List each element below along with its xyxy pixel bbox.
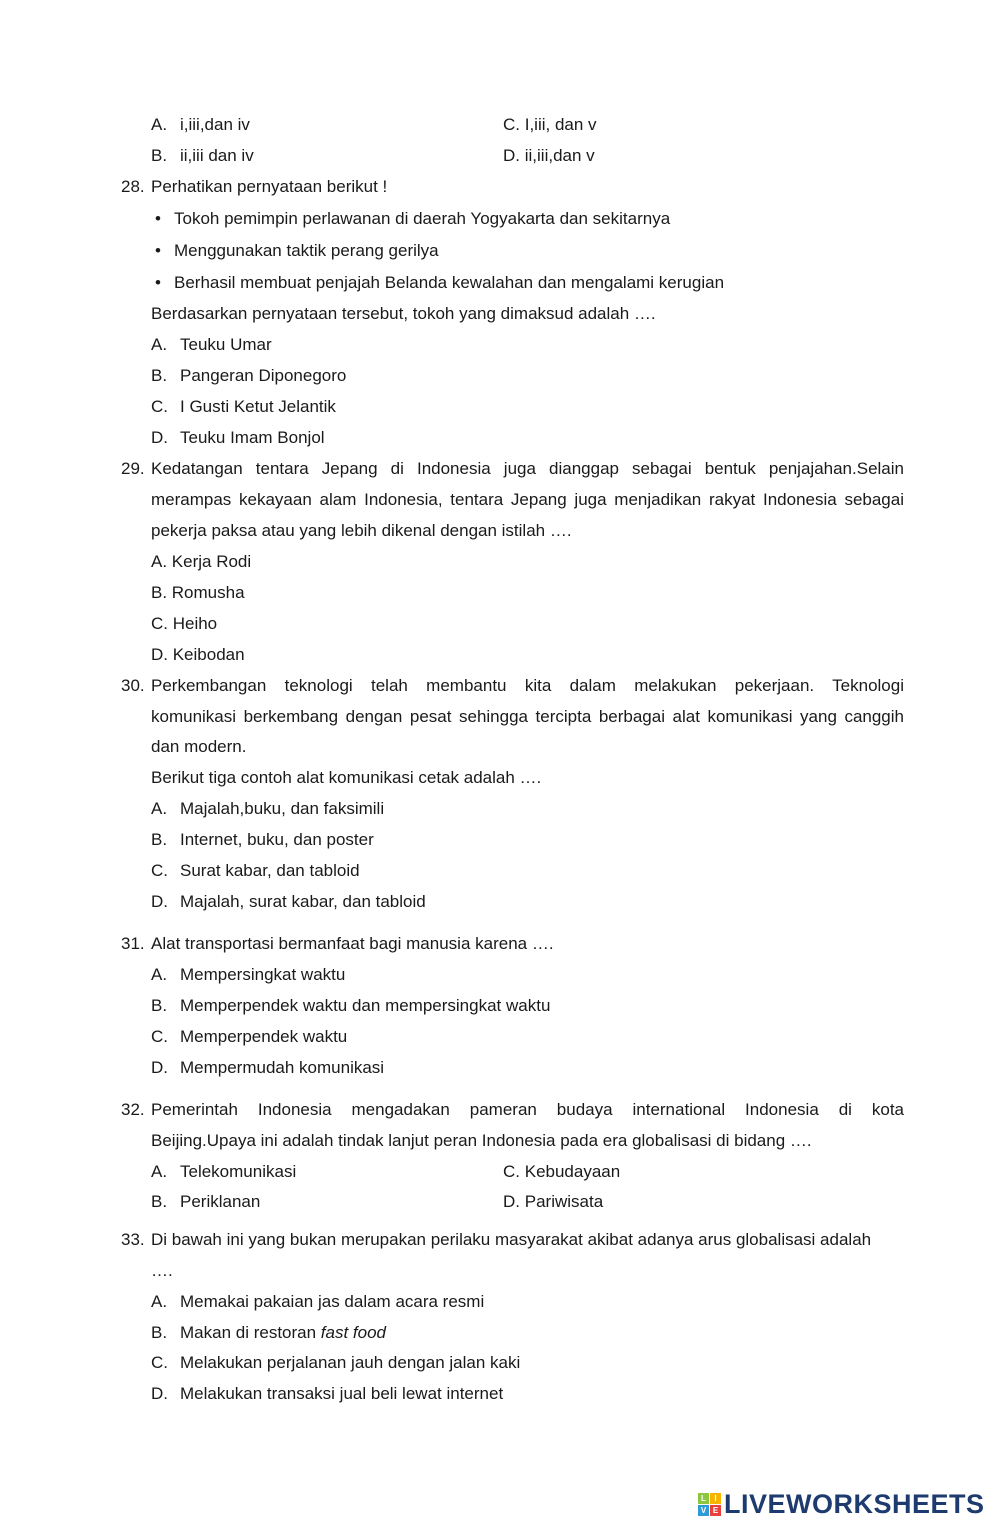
q32-number: 32.: [121, 1100, 145, 1119]
option-letter: B.: [151, 1192, 168, 1211]
option-letter: D.: [503, 146, 525, 165]
q30-option-b[interactable]: [151, 829, 374, 851]
q28-stem: Perhatikan pernyataan berikut !: [151, 177, 388, 196]
option-letter: C.: [151, 861, 168, 880]
option-letter: C.: [503, 115, 525, 134]
q28-number: 28.: [121, 177, 145, 196]
option-letter: D.: [151, 428, 168, 447]
q33-option-c[interactable]: [151, 1352, 520, 1374]
q28-prompt: Berdasarkan pernyataan tersebut, tokoh yang dimaksud adalah ….: [151, 304, 656, 323]
option-letter: D.: [503, 1192, 525, 1211]
q31-option-b[interactable]: [151, 995, 550, 1017]
option-text-italic: fast food: [320, 1323, 387, 1342]
option-letter: D.: [151, 1384, 168, 1403]
option-text: ii,iii dan iv: [180, 146, 254, 165]
bullet-icon: •: [155, 209, 161, 228]
option-text: Melakukan transaksi jual beli lewat internet: [180, 1384, 504, 1403]
q28-option-d[interactable]: [151, 427, 325, 449]
q29-option-c[interactable]: C. Heiho: [151, 614, 218, 633]
q30-stem-line: Perkembangan teknologi telah membantu kita dalam melakukan pekerjaan. Teknologi: [151, 676, 904, 695]
option-letter: B.: [151, 146, 168, 165]
q33-stem-line: Di bawah ini yang bukan merupakan perilaku masyarakat akibat adanya arus globalisasi adalah: [151, 1230, 872, 1249]
q28-bullet: Tokoh pemimpin perlawanan di daerah Yogyakarta dan sekitarnya: [174, 209, 671, 228]
option-text: Mempersingkat waktu: [180, 965, 346, 984]
q29-number: 29.: [121, 459, 145, 478]
option-text: I,iii, dan v: [524, 115, 597, 134]
q28-option-a[interactable]: [151, 334, 272, 356]
q33-option-d[interactable]: [151, 1383, 503, 1405]
option-text: Teuku Umar: [180, 335, 272, 354]
q27-option-d[interactable]: [503, 145, 595, 167]
option-text: Makan di restoran: [180, 1323, 321, 1342]
q29-option-d[interactable]: D. Keibodan: [151, 645, 245, 664]
option-text: Periklanan: [180, 1192, 261, 1211]
option-text: Majalah, surat kabar, dan tabloid: [180, 892, 426, 911]
logo-text: LIVEWORKSHEETS: [724, 1489, 985, 1519]
option-letter: A.: [151, 115, 168, 134]
q29-stem-line: Kedatangan tentara Jepang di Indonesia juga dianggap sebagai bentuk penjajahan.Selain: [151, 459, 904, 478]
q31-option-c[interactable]: [151, 1026, 347, 1048]
bullet-icon: •: [155, 273, 161, 292]
option-text: Memperpendek waktu: [180, 1027, 348, 1046]
option-letter: A.: [151, 1162, 168, 1181]
option-text: Majalah,buku, dan faksimili: [180, 799, 385, 818]
option-text: Mempermudah komunikasi: [180, 1058, 385, 1077]
bullet-icon: •: [155, 241, 161, 260]
option-letter: B.: [151, 366, 168, 385]
q29-option-a[interactable]: A. Kerja Rodi: [151, 552, 252, 571]
option-text: I Gusti Ketut Jelantik: [180, 397, 336, 416]
q32-stem-line: Beijing.Upaya ini adalah tindak lanjut peran Indonesia pada era globalisasi di bidang ….: [151, 1131, 812, 1150]
q32-stem-line: Pemerintah Indonesia mengadakan pameran budaya international Indonesia di kota: [151, 1100, 904, 1119]
cube-v: V: [698, 1505, 709, 1516]
q33-option-a[interactable]: [151, 1291, 484, 1313]
q32-option-c[interactable]: [503, 1161, 620, 1183]
q30-option-c[interactable]: [151, 860, 360, 882]
option-letter: A.: [151, 1292, 168, 1311]
live-cubes-icon: [698, 1493, 721, 1516]
q33-option-b[interactable]: [151, 1322, 386, 1344]
q30-prompt: Berikut tiga contoh alat komunikasi cetak adalah ….: [151, 768, 542, 787]
option-letter: C.: [151, 1353, 168, 1372]
option-text: ii,iii,dan v: [524, 146, 595, 165]
option-text: Pangeran Diponegoro: [180, 366, 347, 385]
cube-l: L: [698, 1493, 709, 1504]
option-text: Telekomunikasi: [180, 1162, 297, 1181]
q27-option-a[interactable]: [151, 114, 250, 136]
q30-option-a[interactable]: [151, 798, 384, 820]
option-letter: C.: [151, 397, 168, 416]
q27-option-c[interactable]: [503, 114, 597, 136]
q31-number: 31.: [121, 934, 145, 953]
option-text: i,iii,dan iv: [180, 115, 250, 134]
option-text: Internet, buku, dan poster: [180, 830, 374, 849]
option-letter: B.: [151, 996, 168, 1015]
q33-stem-line: ….: [151, 1261, 173, 1280]
option-letter: B.: [151, 830, 168, 849]
q29-stem-line: merampas kekayaan alam Indonesia, tentara Jepang juga menjadikan rakyat Indonesia sebagai: [151, 490, 904, 509]
q27-option-b[interactable]: [151, 145, 254, 167]
option-text: Melakukan perjalanan jauh dengan jalan kaki: [180, 1353, 521, 1372]
q29-option-b[interactable]: B. Romusha: [151, 583, 245, 602]
option-letter: C.: [503, 1162, 525, 1181]
cube-i: I: [710, 1493, 721, 1504]
q32-option-b[interactable]: [151, 1191, 260, 1213]
q30-number: 30.: [121, 676, 145, 695]
q30-stem-line: komunikasi berkembang dengan pesat sehingga tercipta berbagai alat komunikasi yang canggih: [151, 707, 904, 726]
q30-stem-line: dan modern.: [151, 737, 247, 756]
q32-option-d[interactable]: [503, 1191, 603, 1213]
q32-option-a[interactable]: [151, 1161, 296, 1183]
q28-bullet: Berhasil membuat penjajah Belanda kewalahan dan mengalami kerugian: [174, 273, 725, 292]
cube-e: E: [710, 1505, 721, 1516]
q30-option-d[interactable]: [151, 891, 426, 913]
option-text: Memakai pakaian jas dalam acara resmi: [180, 1292, 485, 1311]
option-text: Pariwisata: [524, 1192, 604, 1211]
q28-bullet: Menggunakan taktik perang gerilya: [174, 241, 439, 260]
option-text: Teuku Imam Bonjol: [180, 428, 325, 447]
option-text: Surat kabar, dan tabloid: [180, 861, 360, 880]
option-letter: B.: [151, 1323, 168, 1342]
q31-stem: Alat transportasi bermanfaat bagi manusia karena ….: [151, 934, 554, 953]
q31-option-a[interactable]: [151, 964, 345, 986]
q31-option-d[interactable]: [151, 1057, 384, 1079]
option-letter: D.: [151, 1058, 168, 1077]
option-letter: C.: [151, 1027, 168, 1046]
q33-number: 33.: [121, 1230, 145, 1249]
option-letter: D.: [151, 892, 168, 911]
option-text: Kebudayaan: [524, 1162, 621, 1181]
option-letter: A.: [151, 799, 168, 818]
option-letter: A.: [151, 335, 168, 354]
q29-stem-line: pekerja paksa atau yang lebih dikenal dengan istilah ….: [151, 521, 572, 540]
q28-option-c[interactable]: [151, 396, 336, 418]
liveworksheets-logo: [698, 1489, 985, 1520]
option-text: Memperpendek waktu dan mempersingkat waktu: [180, 996, 551, 1015]
option-letter: A.: [151, 965, 168, 984]
q28-option-b[interactable]: [151, 365, 346, 387]
